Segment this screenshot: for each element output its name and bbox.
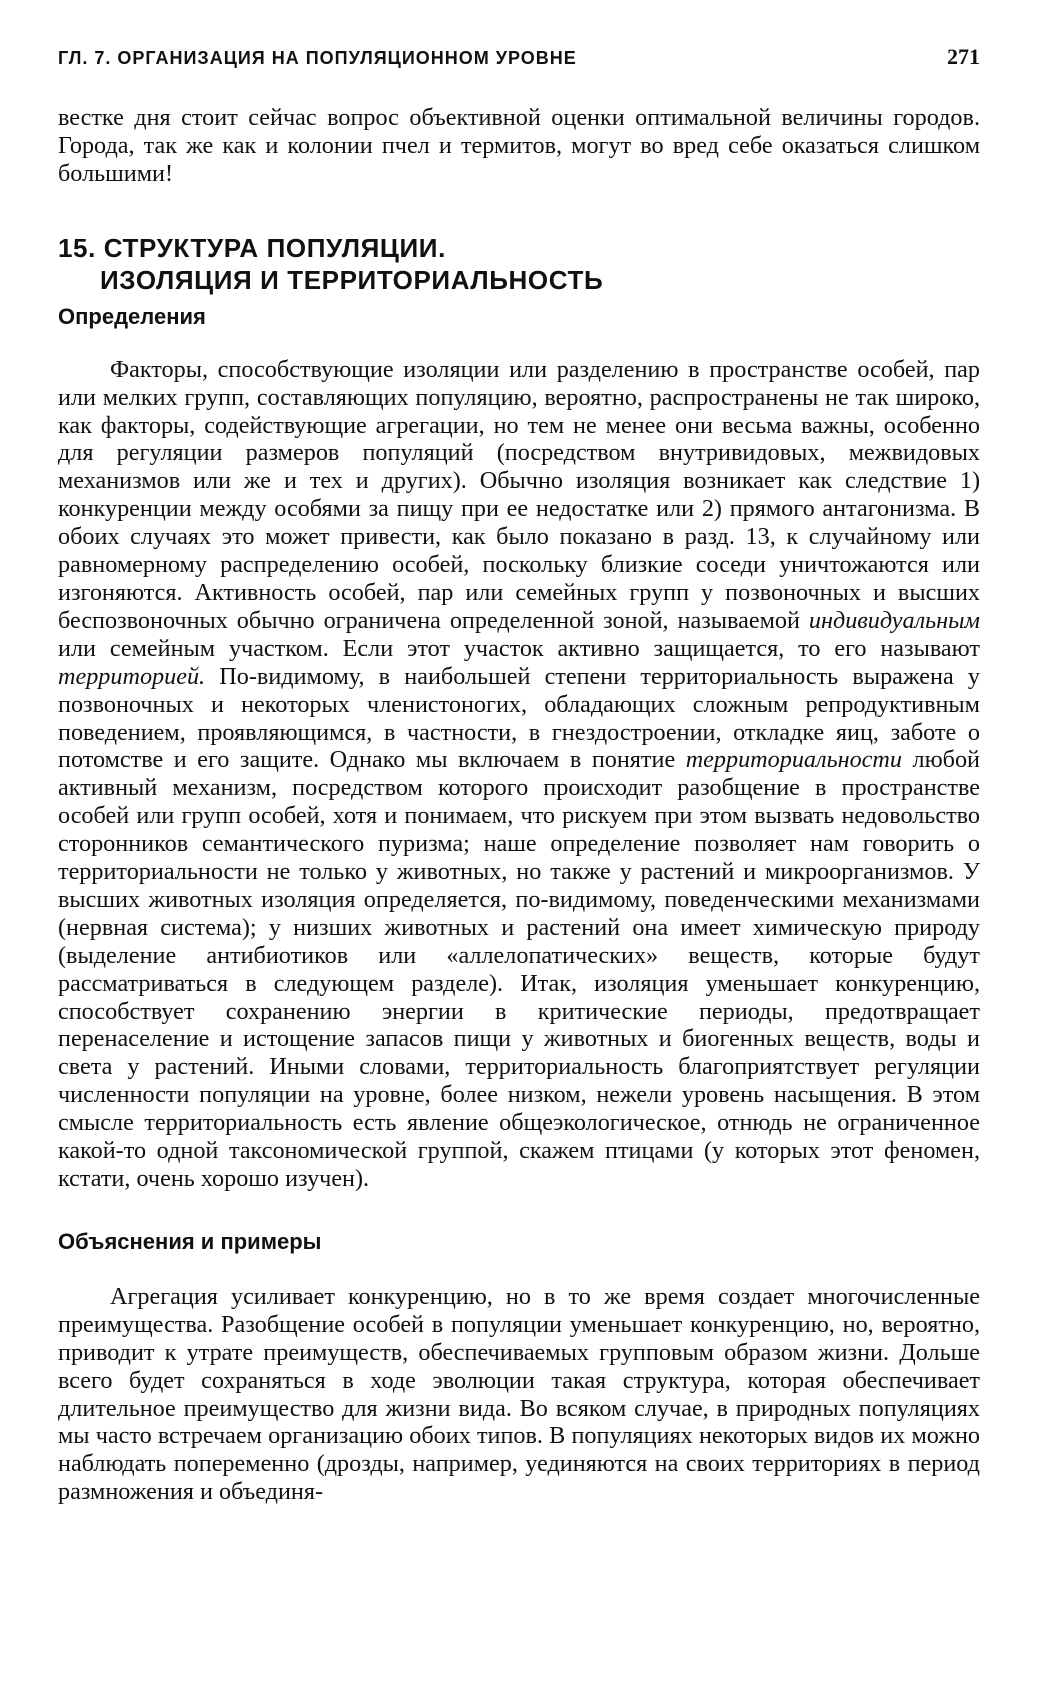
definitions-text-2: или семейным участком. Если этот участок активно защищается, то его называют bbox=[58, 634, 980, 662]
term-territoriality: территориальности bbox=[685, 746, 902, 774]
running-header bbox=[58, 44, 980, 70]
definitions-heading: Определения bbox=[58, 303, 206, 329]
term-individual-area: индивидуальным bbox=[808, 606, 980, 634]
term-territory: территорией. bbox=[58, 662, 206, 690]
definitions-text-4: любой активный механизм, посредством которого происходит разобщение в пространстве особей или групп особей, хотя и понимаем, что рискуем при этом вызвать недовольство сторонников семантического пуризма; наше определение позволяет нам говорить о территориальности не только у животных, но также у растений и микроорганизмов. У высших животных изоляция определяется, по-видимому, поведенческими механизмами (нервная система); у низших животных и растений она имеет химическую природу (выделение антибиотиков или «аллелопатических» веществ, которые будут рассматриваться в следующем разделе). Итак, изоляция уменьшает конкуренцию, способствует сохранению энергии в критические периоды, предотвращает перенаселение и истощение запасов пищи у животных и биогенных веществ, воды и света у растений. Иными словами, территориальность благоприятствует регуляции численности популяции на уровне, более низком, нежели уровень насыщения. В этом смысле территориальность есть явление общеэкологическое, отнюдь не ограниченное какой-то одной таксономической группой, скажем птицами (у которых этот феномен, кстати, очень хорошо изучен). bbox=[58, 746, 980, 1192]
definitions-text-3: По-видимому, в наибольшей степени территориальность выражена у позвоночных и некоторых членистоногих, обладающих сложным репродуктивным поведением, проявляющимся, в частности, в гнездостроении, откладке яиц, заботе о потомстве и его защите. Однако мы включаем в понятие bbox=[58, 662, 980, 774]
section-heading bbox=[58, 232, 980, 296]
continued-paragraph: вестке дня стоит сейчас вопрос объективной оценки оптимальной величины городов. Города, так же как и колонии пчел и термитов, могут во вред себе оказаться слишком большими! bbox=[58, 104, 980, 187]
section-number: 15. bbox=[58, 232, 96, 263]
chapter-title: ГЛ. 7. ОРГАНИЗАЦИЯ НА ПОПУЛЯЦИОННОМ УРОВНЕ bbox=[58, 48, 577, 68]
section-title-line2: ИЗОЛЯЦИЯ И ТЕРРИТОРИАЛЬНОСТЬ bbox=[100, 264, 604, 295]
examples-paragraph: Агрегация усиливает конкуренцию, но в то же время создает многочисленные преимущества. Разобщение особей в популяции уменьшает конкуренцию, но, вероятно, приводит к утрате преимуществ, обеспечиваемых групповым образом жизни. Дольше всего будет сохраняться в ходе эволюции такая структура, которая обеспечивает длительное преимущество для жизни вида. Во всяком случае, в природных популяциях мы часто встречаем организацию обоих типов. В популяциях некоторых видов их можно наблюдать попеременно (дрозды, например, уединяются на своих территориях в период размножения и объединя- bbox=[58, 1282, 980, 1506]
page-number: 271 bbox=[947, 44, 980, 69]
definitions-paragraph bbox=[58, 356, 980, 1193]
examples-heading: Объяснения и примеры bbox=[58, 1228, 322, 1254]
definitions-text-1: Факторы, способствующие изоляции или разделению в пространстве особей, пар или мелких групп, составляющих популяцию, вероятно, распространены не так широко, как факторы, содействующие агрегации, но тем не менее они весьма важны, особенно для регуляции размеров популяций (посредством внутривидовых, межвидовых механизмов или же и тех и других). Обычно изоляция возникает как следствие 1) конкуренции между особями за пищу при ее недостатке или 2) прямого антагонизма. В обоих случаях это может привести, как было показано в разд. 13, к случайному или равномерному распределению особей, поскольку близкие соседи уничтожаются или изгоняются. Активность особей, пар или семейных групп у позвоночных и высших беспозвоночных обычно ограничена определенной зоной, называемой bbox=[58, 355, 980, 634]
section-title-line1: СТРУКТУРА ПОПУЛЯЦИИ. bbox=[103, 232, 446, 263]
